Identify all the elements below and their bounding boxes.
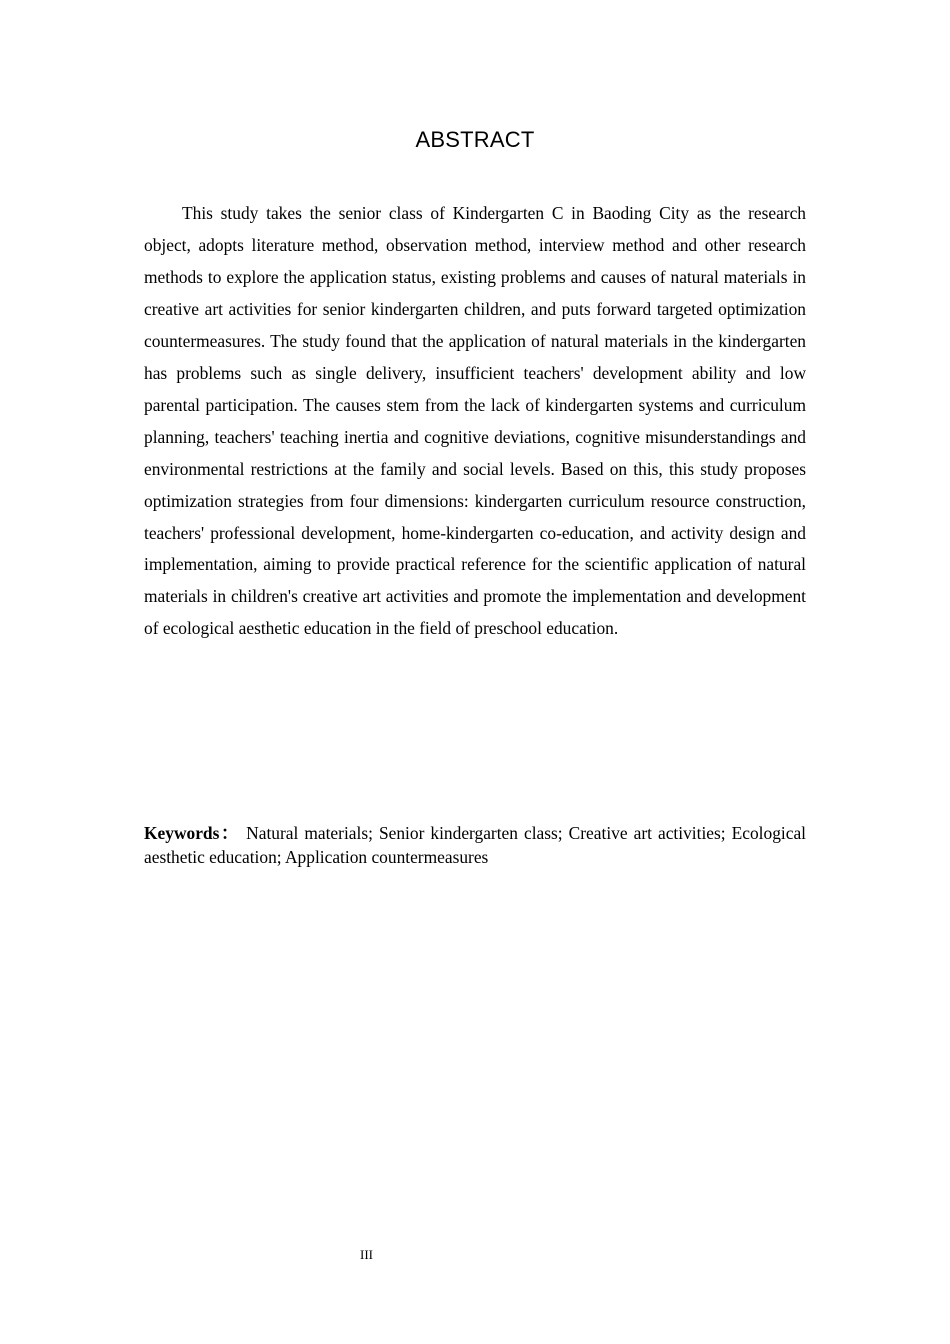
keywords-text: Natural materials; Senior kindergarten class; Creative art activities; Ecological aesthetic education; Application countermeasures: [144, 823, 806, 867]
page-number: III: [360, 1247, 373, 1262]
keywords-paragraph: [144, 821, 806, 869]
abstract-body: This study takes the senior class of Kindergarten C in Baoding City as the research object, adopts literature method, observation method, interview method and other research methods to explore the application status, existing problems and causes of natural materials in creative art activities for senior kindergarten children, and puts forward targeted optimization countermeasures. The study found that the application of natural materials in the kindergarten has problems such as single delivery, insufficient teachers' development ability and low parental participation. The causes stem from the lack of kindergarten systems and curriculum planning, teachers' teaching inertia and cognitive deviations, cognitive misunderstandings and environmental restrictions at the family and social levels. Based on this, this study proposes optimization strategies from four dimensions: kindergarten curriculum resource construction, teachers' professional development, home-kindergarten co-education, and activity design and implementation, aiming to provide practical reference for the scientific application of natural materials in children's creative art activities and promote the implementation and development of ecological aesthetic education in the field of preschool education.: [144, 203, 806, 639]
abstract-title: ABSTRACT: [415, 127, 535, 152]
keywords-label: Keywords：: [144, 823, 241, 843]
